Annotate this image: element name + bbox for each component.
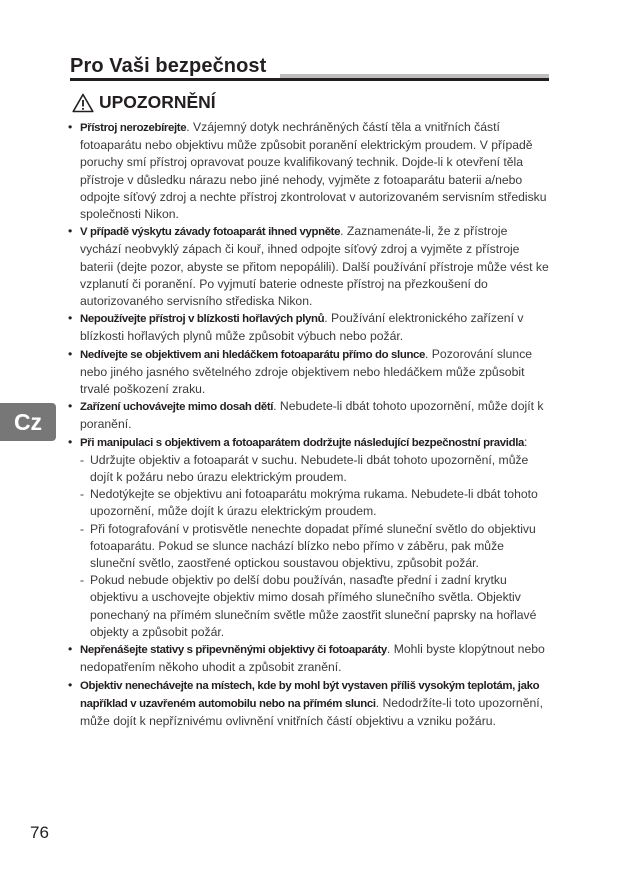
sub-list xyxy=(80,452,550,641)
list-item xyxy=(68,119,550,223)
list-item xyxy=(68,677,550,731)
warning-triangle-icon xyxy=(72,93,94,113)
item-lead: Přístroj nerozebírejte xyxy=(80,122,187,134)
item-lead: Zařízení uchovávejte mimo dosah dětí xyxy=(80,401,274,414)
page-number: 76 xyxy=(30,823,49,842)
list-item xyxy=(68,641,550,676)
page-title: Pro Vaši bezpečnost xyxy=(70,55,267,77)
item-lead: Při manipulaci s objektivem a fotoaparátem dodržujte následující bezpečnostní pravidla xyxy=(80,436,524,449)
list-item xyxy=(68,223,550,310)
item-text: . Zaznamenáte-li, že z přístroje vychází neobvyklý zápach či kouř, ihned odpojte síťový zdroj a vyjměte z přístroje baterii (dejte pozor, abyste se přitom nepopálili). Další používání přístroje může vést ke vzplanutí či poranění. Po vyjmutí baterie odneste přístroj na přezkoušení do autorizovaného servisního střediska Nikon. xyxy=(80,224,549,309)
sub-item: - Pokud nebude objektiv po delší dobu používán, nasaďte přední i zadní krytku objektivu a uschovejte objektiv mimo dosah přímého slunečního světla. Objektiv ponechaný na přímém slunečním světle může zaostřit sluneční paprsky na hořlavé objekty a způsobit požár. xyxy=(80,572,550,641)
warning-list xyxy=(68,119,550,730)
item-text: : xyxy=(524,434,528,449)
title-rule xyxy=(70,78,549,81)
warning-heading-text: UPOZORNĚNÍ xyxy=(99,92,216,112)
item-lead: Nedívejte se objektivem ani hledáčkem fotoaparátu přímo do slunce xyxy=(80,348,426,361)
item-lead: Nepoužívejte přístroj v blízkosti hořlavých plynů xyxy=(80,313,325,326)
warning-heading xyxy=(72,92,216,113)
item-text: . Používání elektronického zařízení v blízkosti hořlavých plynů může způsobit výbuch nebo požár. xyxy=(80,311,524,344)
sub-item: - Udržujte objektiv a fotoaparát v suchu. Nebudete-li dbát tohoto upozornění, může dojít k požáru nebo úrazu elektrickým proudem. xyxy=(80,452,550,486)
item-lead: V případě výskytu závady fotoaparát ihned vypněte xyxy=(80,226,341,239)
item-lead: Nepřenášejte stativy s připevněnými objektivy či fotoaparáty xyxy=(80,644,387,657)
item-text: . Nebudete-li dbát tohoto upozornění, může dojít k poranění. xyxy=(80,399,544,432)
item-text: . Mohli byste klopýtnout nebo nedopatřením někoho uhodit a způsobit zranění. xyxy=(80,642,545,675)
list-item xyxy=(68,434,550,641)
language-tab: Cz xyxy=(0,403,56,441)
list-item xyxy=(68,310,550,345)
item-lead: Objektiv nenechávejte na místech, kde by mohl být vystaven příliš vysokým teplotám, jako například v uzavřeném automobilu nebo na přímém slunci xyxy=(80,679,540,710)
list-item xyxy=(68,398,550,433)
item-text: . Pozorování slunce nebo jiného jasného světelného zdroje objektivem nebo hledáčkem může způsobit trvalé poškození zraku. xyxy=(80,346,533,397)
sub-item: - Nedotýkejte se objektivu ani fotoaparátu mokrýma rukama. Nebudete-li dbát tohoto upozornění, může dojít k úrazu elektrickým proudem. xyxy=(80,486,550,520)
list-item xyxy=(68,346,550,399)
sub-item: - Při fotografování v protisvětle nenechte dopadat přímé sluneční světlo do objektivu fotoaparátu. Pokud se slunce nachází blízko nebo přímo v záběru, pak může sluneční světlo, zaostřené optickou soustavou objektivu, způsobit požár. xyxy=(80,521,550,573)
item-text: . Vzájemný dotyk nechráněných částí těla a vnitřních částí fotoaparátu nebo objektivu může způsobit poranění elektrickým proudem. V případě poruchy smí přístroj opravovat pouze kvalifikovaný technik. Dojde-li k otevření těla přístroje v důsledku nárazu nebo jiné nehody, vyjměte z fotoaparátu baterii a/nebo odpojte síťový zdroj a nechte přístroj zkontrolovat v autorizovaném servisním středisku společnosti Nikon. xyxy=(80,120,547,222)
item-text: . Nedodržíte-li toto upozornění, může dojít k nepříznivému ovlivnění vnitřních částí objektivu a vzniku požáru. xyxy=(80,695,544,728)
